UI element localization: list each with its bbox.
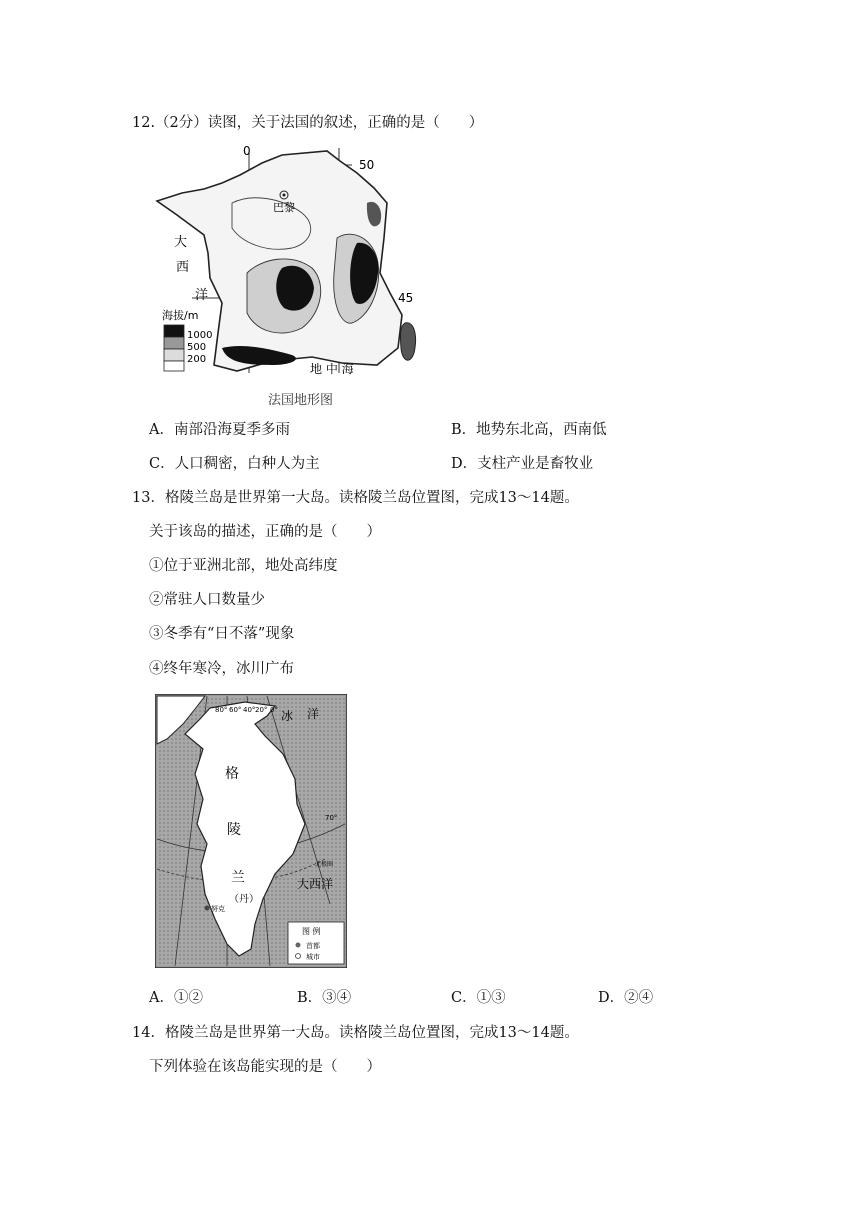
q13-item-1: ①位于亚洲北部，地处高纬度	[149, 558, 338, 574]
q14-sub: 下列体验在该岛能实现的是（ ）	[149, 1059, 381, 1075]
q12-option-b[interactable]: B．地势东北高，西南低	[451, 422, 607, 438]
q13-option-b[interactable]: B．③④	[297, 990, 352, 1006]
paris-label: 巴黎	[273, 201, 295, 214]
q14-stem: 14．格陵兰岛是世界第一大岛。读格陵兰岛位置图，完成13～14题。	[132, 1025, 579, 1041]
lat-label-50: 50	[359, 158, 375, 172]
deg-40: 40°	[243, 706, 256, 714]
ge-label: 格	[225, 766, 239, 782]
legend-1000: 1000	[187, 330, 213, 341]
ice-label: 冰	[281, 709, 294, 723]
deg-0: 0°	[270, 706, 278, 714]
lon-label-0: 0	[243, 144, 251, 158]
atlantic-label-3: 洋	[195, 288, 209, 303]
q13-stem: 13．格陵兰岛是世界第一大岛。读格陵兰岛位置图，完成13～14题。	[132, 490, 579, 506]
dan-label: （丹）	[229, 894, 259, 905]
arctic-circle-label: 北极圈	[315, 861, 334, 868]
deg-60: 60°	[229, 706, 242, 714]
france-terrain-map	[152, 143, 424, 383]
atlantic-label-1: 大	[174, 235, 188, 250]
legend-capital: 首都	[306, 942, 320, 950]
lan-label: 兰	[231, 870, 245, 886]
legend-city: 城市	[306, 953, 320, 961]
q13-option-d[interactable]: D．②④	[598, 990, 654, 1006]
q13-item-4: ④终年寒冷，冰川广布	[149, 661, 294, 677]
q13-item-3: ③冬季有“日不落”现象	[149, 626, 295, 642]
med-label: 地 中 海	[310, 362, 354, 376]
lat-label-45: 45	[398, 291, 414, 305]
legend-title: 海拔/m	[162, 309, 199, 322]
q12-stem: 12.（2分）读图，关于法国的叙述，正确的是（ ）	[132, 115, 484, 131]
q12-option-d[interactable]: D．支柱产业是畜牧业	[451, 456, 594, 472]
q12-option-a[interactable]: A．南部沿海夏季多雨	[149, 422, 290, 438]
q13-option-a[interactable]: A．①②	[149, 990, 203, 1006]
deg-70: 70°	[325, 814, 338, 822]
legend-title-gl: 图 例	[302, 927, 321, 936]
france-map-caption: 法国地形图	[268, 393, 334, 408]
legend-500: 500	[187, 342, 207, 353]
ocean-label: 洋	[307, 707, 320, 721]
greenland-location-map	[155, 694, 347, 968]
atlantic-label: 大西洋	[297, 877, 334, 891]
q12-option-c[interactable]: C．人口稠密，白种人为主	[149, 456, 320, 472]
q13-option-c[interactable]: C．①③	[451, 990, 506, 1006]
q13-item-2: ②常驻人口数量少	[149, 592, 265, 608]
q13-sub: 关于该岛的描述，正确的是（ ）	[149, 524, 381, 540]
ling-label: 陵	[227, 822, 241, 838]
atlantic-label-2: 西	[176, 260, 190, 275]
legend-200: 200	[187, 354, 207, 365]
deg-80: 80°	[215, 706, 228, 714]
nuuk-label: 努克	[211, 905, 225, 913]
deg-20: 20°	[255, 706, 268, 714]
